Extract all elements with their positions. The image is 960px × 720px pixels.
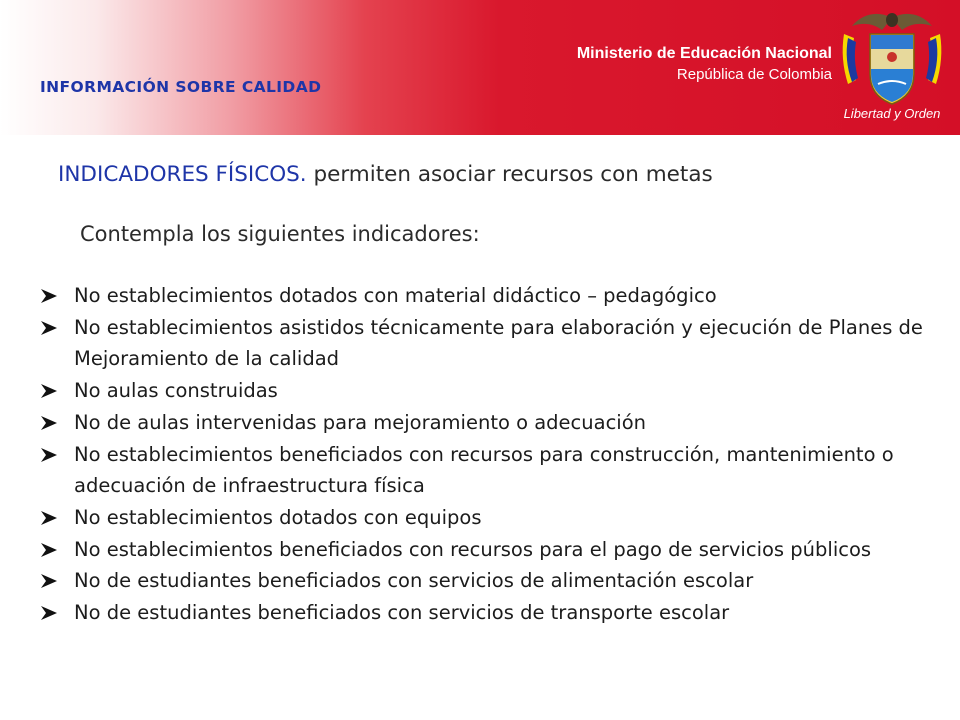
- indicator-text: No de estudiantes beneficiados con servicios de alimentación escolar: [74, 569, 754, 593]
- arrow-bullet-icon: [40, 383, 58, 399]
- indicator-text: No establecimientos dotados con material didáctico – pedagógico: [74, 284, 717, 307]
- indicator-list-item: [38, 407, 938, 439]
- arrow-bullet-icon: [40, 542, 58, 558]
- indicator-list-item: [38, 565, 938, 597]
- arrow-bullet-icon: [40, 605, 58, 621]
- motto: Libertad y Orden: [843, 106, 941, 121]
- indicator-list-item: [38, 534, 938, 566]
- indicator-list-item: [38, 280, 938, 312]
- indicator-text: No establecimientos beneficiados con recursos para el pago de servicios públicos: [74, 537, 872, 561]
- indicator-text: No de aulas intervenidas para mejoramiento o adecuación: [74, 410, 647, 434]
- page-title: [58, 162, 713, 187]
- arrow-bullet-icon: [40, 288, 58, 304]
- indicator-list-item: [38, 375, 938, 407]
- subheading: Contempla los siguientes indicadores:: [80, 222, 480, 246]
- section-label: INFORMACIÓN SOBRE CALIDAD: [40, 78, 322, 96]
- arrow-bullet-icon: [40, 415, 58, 431]
- indicator-text: No de estudiantes beneficiados con servicios de transporte escolar: [74, 601, 730, 625]
- indicator-list-item: [38, 439, 938, 502]
- arrow-bullet-icon: [40, 573, 58, 589]
- indicator-list: [38, 280, 938, 629]
- indicator-text: No establecimientos dotados con equipos: [74, 505, 482, 529]
- indicator-text: No aulas construidas: [74, 379, 278, 403]
- headline-description: permiten asociar recursos con metas: [306, 162, 713, 187]
- indicator-text: No establecimientos asistidos técnicamente para elaboración y ejecución de Planes de Mejoramiento de la calidad: [74, 315, 923, 371]
- arrow-bullet-icon: [40, 510, 58, 526]
- country-name: República de Colombia: [676, 66, 832, 83]
- indicator-list-item: [38, 597, 938, 629]
- arrow-bullet-icon: [40, 320, 58, 336]
- ministry-name: Ministerio de Educación Nacional: [576, 45, 832, 62]
- indicator-list-item: [38, 502, 938, 534]
- ministry-block: [577, 44, 832, 85]
- arrow-bullet-icon: [40, 447, 58, 463]
- indicator-text: No establecimientos beneficiados con recursos para construcción, mantenimiento o adecuación de infraestructura física: [74, 442, 894, 498]
- indicator-list-item: [38, 312, 938, 375]
- headline-keyword: INDICADORES FÍSICOS.: [58, 162, 307, 187]
